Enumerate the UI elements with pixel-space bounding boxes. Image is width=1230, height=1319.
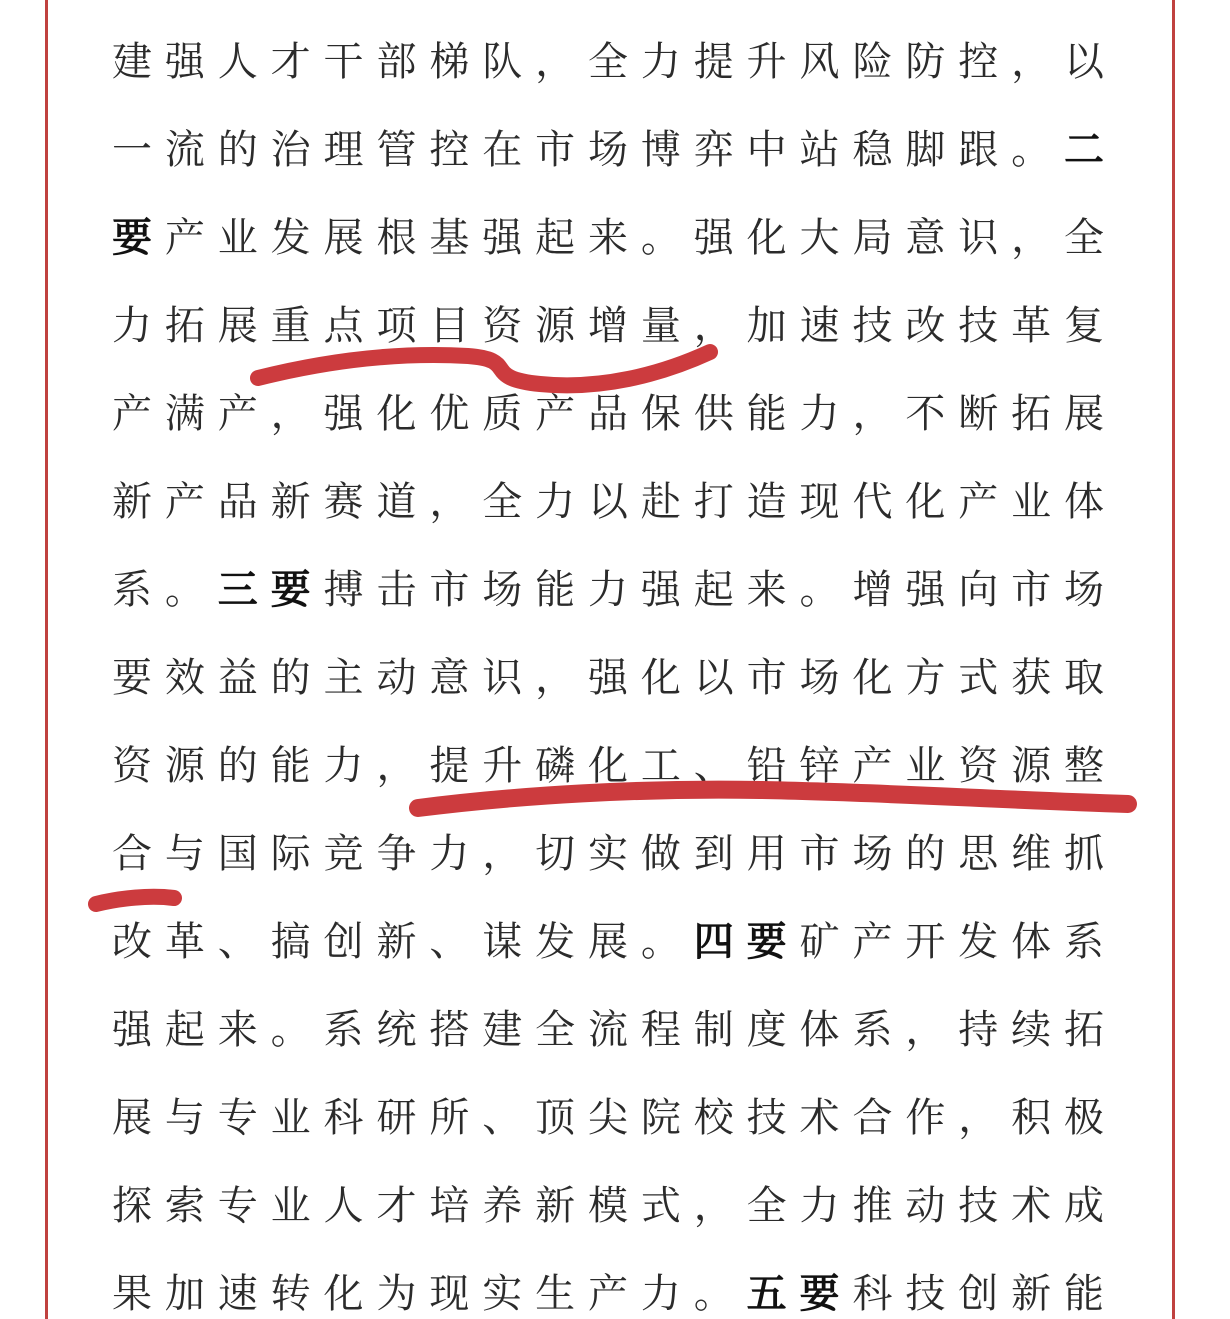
text-line [112,810,1117,898]
text-line [112,1162,1117,1250]
text-segment: 搏击市场能力强起来。增强向市场 [323,567,1117,613]
text-line [112,546,1117,634]
text-segment: 力拓展重点项目资源增量，加速技改技革复 [112,303,1117,349]
text-segment: 系。 [112,567,218,613]
text-segment: 一流的治理管控在市场博弈中站稳脚跟。 [112,127,1064,173]
text-line [112,634,1117,722]
bold-text-segment: 四要 [693,919,800,965]
text-segment: 产业发展根基强起来。强化大局意识，全 [164,215,1117,261]
text-segment: 果加速转化为现实生产力。 [112,1271,747,1317]
text-segment: 产满产，强化优质产品保供能力，不断拓展 [112,391,1117,437]
text-line [112,18,1117,106]
text-segment: 资源的能力，提升磷化工、铅锌产业资源整 [112,743,1117,789]
text-segment: 展与专业科研所、顶尖院校技术合作，积极 [112,1095,1117,1141]
text-line [112,458,1117,546]
text-segment: 强起来。系统搭建全流程制度体系，持续拓 [112,1007,1117,1053]
bold-text-segment: 三要 [217,567,324,613]
bold-text-segment: 要 [112,215,165,261]
text-segment: 建强人才干部梯队，全力提升风险防控，以 [112,39,1117,85]
text-line [112,106,1117,194]
text-line [112,282,1117,370]
article-body [112,18,1117,1319]
right-border-line [1172,0,1175,1319]
text-segment: 要效益的主动意识，强化以市场化方式获取 [112,655,1117,701]
text-segment: 改革、搞创新、谋发展。 [112,919,694,965]
text-segment: 矿产开发体系 [799,919,1117,965]
text-segment: 探索专业人才培养新模式，全力推动技术成 [112,1183,1117,1229]
bold-text-segment: 五要 [746,1271,853,1317]
text-line [112,986,1117,1074]
text-line [112,194,1117,282]
left-border-line [45,0,48,1319]
text-line [112,1074,1117,1162]
text-line [112,722,1117,810]
text-segment: 新产品新赛道，全力以赴打造现代化产业体 [112,479,1117,525]
text-line [112,370,1117,458]
text-segment: 科技创新能 [852,1271,1117,1317]
text-line [112,1250,1117,1319]
text-line [112,898,1117,986]
bold-text-segment: 二 [1064,127,1117,173]
text-segment: 合与国际竞争力，切实做到用市场的思维抓 [112,831,1117,877]
